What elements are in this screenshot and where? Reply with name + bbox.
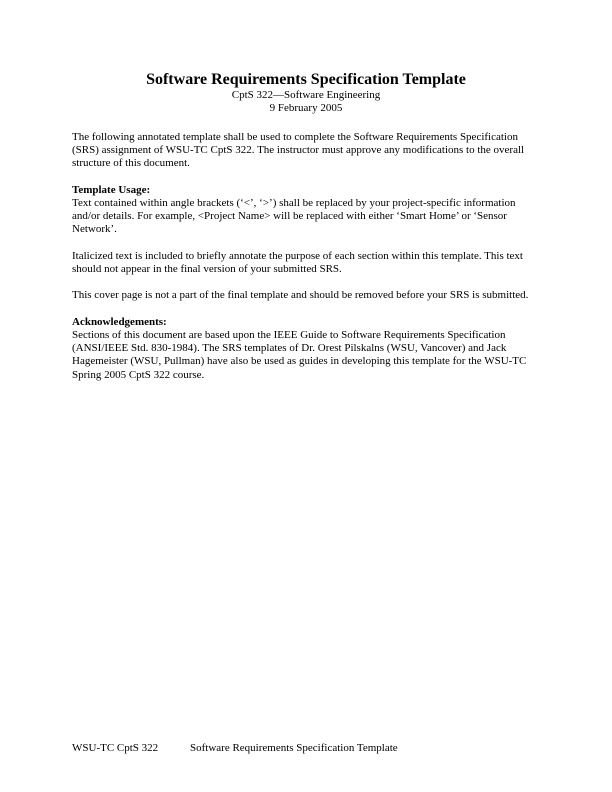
intro-paragraph: The following annotated template shall be used to complete the Software Requirements Specification (SRS) assignment of WSU-TC CptS 322. The instructor must approve any modifications to the overall structure of this document. (72, 131, 525, 170)
template-usage-paragraph-2: Italicized text is included to briefly annotate the purpose of each section within this template. This text should not appear in the final version of your submitted SRS. (72, 249, 523, 275)
footer-course: WSU-TC CptS 322 (72, 742, 159, 754)
page-footer (72, 742, 398, 755)
acknowledgements-heading: Acknowledgements: (72, 315, 167, 328)
document-body (72, 131, 540, 395)
footer-document-name: Software Requirements Specification Template (190, 742, 398, 754)
title-block (0, 70, 612, 115)
template-usage-heading: Template Usage: (72, 183, 151, 196)
acknowledgements-paragraph: Sections of this document are based upon the IEEE Guide to Software Requirements Specification (ANSI/IEEE Std. 830-1984). The SRS templates of Dr. Orest Pilskalns (WSU, Vancover) and Jack Hagemeister (WSU, Pullman) have also be used as guides in developing this template for the WSU-TC Spring 2005 CptS 322 course. (72, 328, 527, 381)
document-subtitle: CptS 322—Software Engineering (231, 89, 381, 101)
template-usage-paragraph-1: Text contained within angle brackets (‘<’, ‘>’) shall be replaced by your project-specific information and/or details. For example, <Project Name> will be replaced with either ‘Smart Home’ or ‘Sensor Network’. (72, 197, 516, 236)
document-date: 9 February 2005 (269, 102, 343, 114)
template-usage-paragraph-3: This cover page is not a part of the final template and should be removed before your SRS is submitted. (72, 289, 529, 302)
document-title: Software Requirements Specification Template (146, 71, 466, 88)
